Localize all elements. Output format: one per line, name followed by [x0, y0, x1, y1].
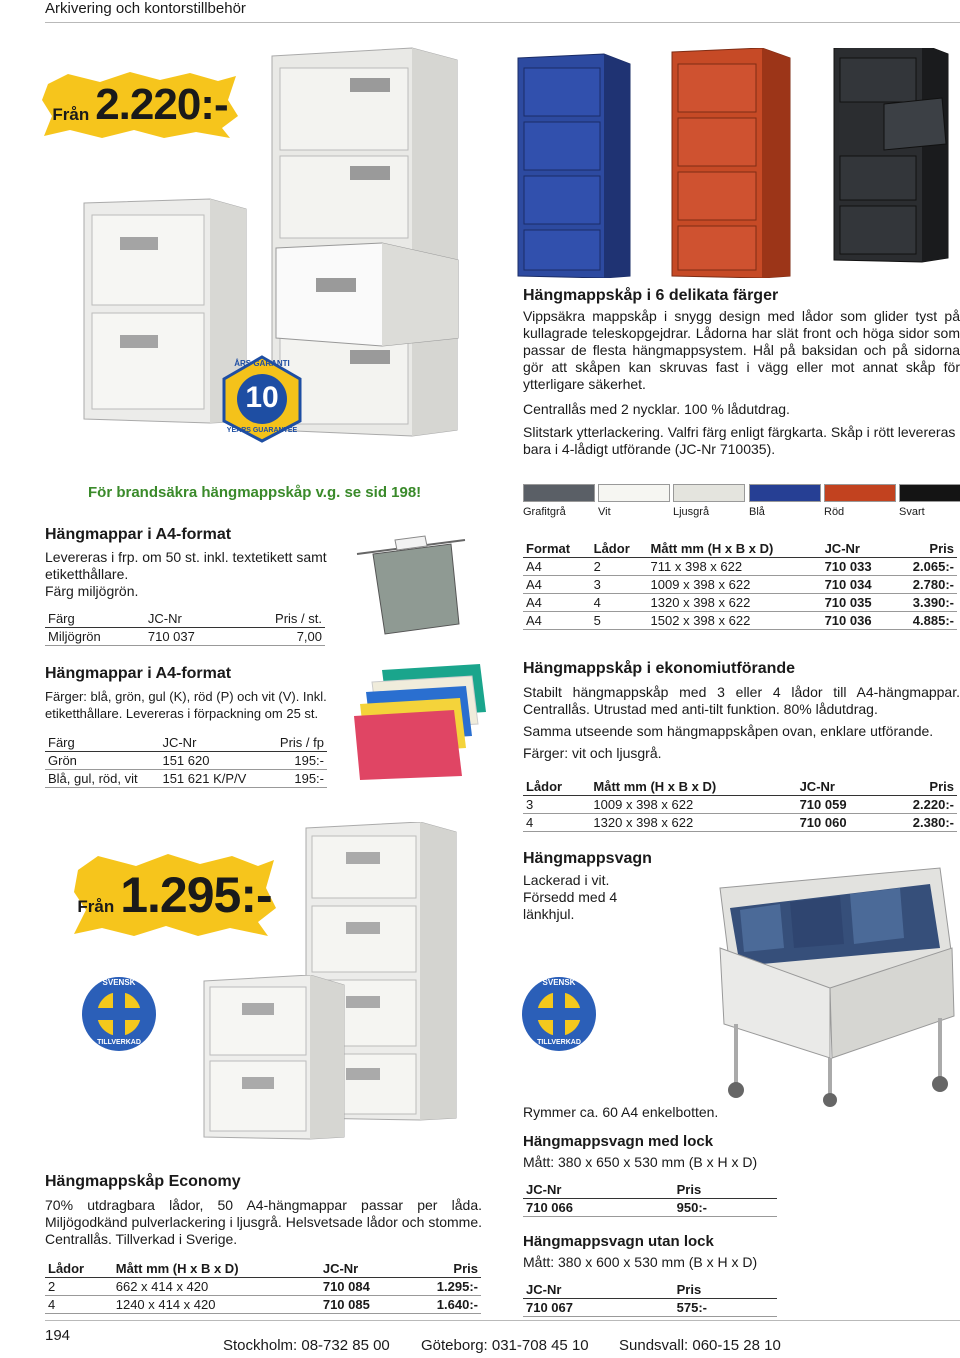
seal-top-text: SVENSK — [542, 978, 576, 987]
price-tag-top — [40, 70, 240, 140]
page-header — [45, 0, 960, 23]
fireproof-note: För brandsäkra hängmappskåp v.g. se sid 198! — [88, 484, 422, 501]
th-pris: Pris / fp — [267, 734, 327, 752]
swatch-label-grafitgra: Grafitgrå — [523, 506, 566, 518]
cell: 710 035 — [822, 594, 894, 612]
price-prefix: Från — [77, 897, 115, 916]
cell: Grön — [45, 752, 159, 770]
vagn-capacity: Rymmer ca. 60 A4 enkelbotten. — [523, 1104, 719, 1120]
cell: 2 — [45, 1278, 113, 1296]
th-pris: Pris / st. — [235, 610, 325, 628]
cell: 151 620 — [159, 752, 267, 770]
th-pris: Pris — [674, 1181, 777, 1199]
cell: 7,00 — [235, 628, 325, 646]
table-row — [45, 628, 325, 646]
section-hangmappar-1 — [45, 526, 335, 646]
cell: A4 — [523, 594, 591, 612]
cell: 711 x 398 x 622 — [648, 558, 822, 576]
th-format: Format — [523, 540, 591, 558]
seal-bottom-text: TILLVERKAD — [537, 1039, 581, 1046]
cabinets-colored-image — [512, 48, 952, 278]
section-6-colors-title: Hängmappskåp i 6 delikata färger — [523, 287, 779, 304]
th-matt: Mått mm (H x B x D) — [113, 1260, 320, 1278]
ekonomi-line1: Samma utseende som hängmappskåpen ovan, enklare utförande. — [523, 723, 934, 739]
cell: A4 — [523, 558, 591, 576]
th-pris: Pris — [881, 778, 957, 796]
table-row — [45, 1278, 481, 1296]
cell: 2 — [591, 558, 648, 576]
cell: 3 — [523, 796, 590, 814]
cell: 2.380:- — [881, 814, 957, 832]
th-matt: Mått mm (H x B x D) — [590, 778, 796, 796]
th-farg: Färg — [45, 610, 145, 628]
section-economy — [45, 1173, 482, 1314]
table-row — [523, 558, 957, 576]
cell: 710 036 — [822, 612, 894, 630]
cell: 710 037 — [145, 628, 235, 646]
section-title: Arkivering och kontorstillbehör — [45, 0, 246, 17]
cell: 2.220:- — [881, 796, 957, 814]
cell: 710 059 — [797, 796, 882, 814]
table-row — [523, 576, 957, 594]
table-vagn-lock — [523, 1181, 777, 1217]
section-6-colors-line1: Centrallås med 2 nycklar. 100 % lådutdrag. — [523, 401, 790, 417]
hangmappar-2-title: Hängmappar i A4-format — [45, 665, 232, 682]
cell: 1009 x 398 x 622 — [648, 576, 822, 594]
price-value: 1.295:- — [120, 867, 272, 923]
swatch-ljusgra — [673, 484, 745, 502]
contact-stockholm: Stockholm: 08-732 85 00 — [223, 1337, 390, 1354]
vagn-lock-dims: Mått: 380 x 650 x 530 mm (B x H x D) — [523, 1154, 758, 1170]
economy-cabinet-2-image — [200, 975, 348, 1140]
cell: 710 085 — [320, 1296, 405, 1314]
ekonomi-title: Hängmappskåp i ekonomiutförande — [523, 660, 796, 677]
table-vagn-nolock — [523, 1281, 777, 1317]
section-6-colors-line2: Slitstark ytterlackering. Valfri färg enligt färgkarta. Skåp i rött levereras bara i 4-lådigt utförande (JC-Nr 710035). — [523, 424, 956, 457]
guarantee-bottom-text: YEARS GUARANTEE — [226, 427, 298, 434]
table-row — [523, 1199, 777, 1217]
th-ladar: Lådor — [523, 778, 590, 796]
swatch-bla — [749, 484, 821, 502]
cell: 2.780:- — [893, 576, 957, 594]
cell: 710 033 — [822, 558, 894, 576]
cell: 1.640:- — [405, 1296, 481, 1314]
cell: 662 x 414 x 420 — [113, 1278, 320, 1296]
table-row — [523, 612, 957, 630]
swedish-made-seal — [520, 975, 598, 1053]
page-footer — [45, 1320, 960, 1354]
table-row — [45, 752, 327, 770]
th-jcnr: JC-Nr — [523, 1281, 674, 1299]
price-value: 2.220:- — [95, 80, 228, 129]
th-pris: Pris — [893, 540, 957, 558]
table-row — [523, 796, 957, 814]
table-row — [523, 814, 957, 832]
price-tag-mid — [72, 852, 277, 938]
cell: 195:- — [267, 752, 327, 770]
th-matt: Mått mm (H x B x D) — [648, 540, 822, 558]
cell: 5 — [591, 612, 648, 630]
economy-title: Hängmappskåp Economy — [45, 1173, 241, 1190]
economy-body: 70% utdragbara lådor, 50 A4-hängmappar passar per låda. Miljögodkänd pulverlackering i ljusgrå. Helsvetsade lådor och stomme. Centrallås. Tillverkad i Sverige. — [45, 1197, 482, 1247]
guarantee-years: 10 — [245, 381, 279, 414]
th-pris: Pris — [674, 1281, 777, 1299]
ekonomi-body: Stabilt hängmappskåp med 3 eller 4 lådor till A4-hängmappar. Centrallås. Utrustad med anti-tilt funktion. 80% lådutdrag. — [523, 684, 960, 717]
cell: 575:- — [674, 1299, 777, 1317]
vagn-nolock-dims: Mått: 380 x 600 x 530 mm (B x H x D) — [523, 1254, 758, 1270]
colored-folders-image — [352, 662, 502, 782]
seal-bottom-text: TILLVERKAD — [97, 1039, 141, 1046]
table-hangmappar-1 — [45, 610, 325, 646]
table-hangmappar-2 — [45, 734, 327, 788]
swatch-label-rod: Röd — [824, 506, 845, 518]
guarantee-badge — [218, 355, 306, 443]
cell: A4 — [523, 576, 591, 594]
vagn-title: Hängmappsvagn — [523, 850, 652, 867]
th-jcnr: JC-Nr — [159, 734, 267, 752]
cell: 195:- — [267, 770, 327, 788]
th-jcnr: JC-Nr — [320, 1260, 405, 1278]
cell: 4 — [591, 594, 648, 612]
page-number: 194 — [45, 1327, 71, 1344]
th-pris: Pris — [405, 1260, 481, 1278]
file-cart-image — [640, 848, 960, 1108]
hangmappar-1-color: Färg miljögrön. — [45, 583, 139, 599]
seal-top-text: SVENSK — [102, 978, 136, 987]
swatch-svart — [899, 484, 960, 502]
cell: Miljögrön — [45, 628, 145, 646]
table-row — [45, 770, 327, 788]
cell: Blå, gul, röd, vit — [45, 770, 159, 788]
table-row — [523, 594, 957, 612]
swatch-label-bla: Blå — [749, 506, 765, 518]
vagn-nolock-title: Hängmappsvagn utan lock — [523, 1233, 714, 1250]
cell: 4 — [523, 814, 590, 832]
table-ekonomi — [523, 778, 957, 832]
section-6-colors-body: Vippsäkra mappskåp i snygg design med lådor som glider tyst på kullagrade teleskopgejdrar. Lådorna har slät front och höga sidor som passar de flesta hängmappsystem. Hål på baksidan och på sidorna gör att skåpen kan skruvas fast i vägg eller mot annat skåp för ytterligare säkerhet. — [523, 308, 960, 392]
cell: 3.390:- — [893, 594, 957, 612]
th-jcnr: JC-Nr — [822, 540, 894, 558]
th-jcnr: JC-Nr — [523, 1181, 674, 1199]
section-vagn-details — [523, 1104, 960, 1317]
th-ladar: Lådor — [45, 1260, 113, 1278]
cell: 1.295:- — [405, 1278, 481, 1296]
swatch-grafitgra — [523, 484, 595, 502]
cell: 4 — [45, 1296, 113, 1314]
cell: 3 — [591, 576, 648, 594]
table-row — [45, 1296, 481, 1314]
section-hangmappar-2 — [45, 665, 345, 788]
cell: 1502 x 398 x 622 — [648, 612, 822, 630]
table-6-colors — [523, 540, 957, 630]
swatch-rod — [824, 484, 896, 502]
contact-goteborg: Göteborg: 031-708 45 10 — [421, 1337, 589, 1354]
hanging-folder-image — [355, 532, 470, 637]
swatch-label-vit: Vit — [598, 506, 611, 518]
cell: 1320 x 398 x 622 — [648, 594, 822, 612]
ekonomi-line2: Färger: vit och ljusgrå. — [523, 745, 662, 761]
cell: 710 060 — [797, 814, 882, 832]
contact-sundsvall: Sundsvall: 060-15 28 10 — [619, 1337, 781, 1354]
th-ladar: Lådor — [591, 540, 648, 558]
cell: 710 067 — [523, 1299, 674, 1317]
cell: 1009 x 398 x 622 — [590, 796, 796, 814]
cell: 710 084 — [320, 1278, 405, 1296]
vagn-body: Lackerad i vit. Försedd med 4 länkhjul. — [523, 872, 618, 922]
cell: 950:- — [674, 1199, 777, 1217]
table-header-row — [523, 540, 957, 558]
hangmappar-2-body: Färger: blå, grön, gul (K), röd (P) och vit (V). Inkl. etiketthållare. Levereras i förpackning om 25 st. — [45, 689, 327, 721]
cell: 710 066 — [523, 1199, 674, 1217]
th-jcnr: JC-Nr — [145, 610, 235, 628]
th-farg: Färg — [45, 734, 159, 752]
guarantee-top-text: ÅRS GARANTI — [234, 359, 290, 368]
cell: 1240 x 414 x 420 — [113, 1296, 320, 1314]
table-row — [523, 1299, 777, 1317]
section-6-colors — [523, 287, 960, 458]
cell: 2.065:- — [893, 558, 957, 576]
swatch-label-ljusgra: Ljusgrå — [673, 506, 710, 518]
swedish-made-seal — [80, 975, 158, 1053]
section-ekonomi — [523, 660, 960, 832]
hangmappar-1-body: Levereras i frp. om 50 st. inkl. textetikett samt etiketthållare. — [45, 549, 327, 582]
color-swatches — [523, 484, 960, 524]
cell: 1320 x 398 x 622 — [590, 814, 796, 832]
section-vagn — [523, 850, 652, 923]
hangmappar-1-title: Hängmappar i A4-format — [45, 526, 232, 543]
vagn-lock-title: Hängmappsvagn med lock — [523, 1133, 714, 1150]
cell: A4 — [523, 612, 591, 630]
cell: 151 621 K/P/V — [159, 770, 267, 788]
price-prefix: Från — [52, 105, 90, 124]
swatch-vit — [598, 484, 670, 502]
swatch-label-svart: Svart — [899, 506, 925, 518]
th-jcnr: JC-Nr — [797, 778, 882, 796]
cell: 4.885:- — [893, 612, 957, 630]
table-economy — [45, 1260, 481, 1314]
cell: 710 034 — [822, 576, 894, 594]
